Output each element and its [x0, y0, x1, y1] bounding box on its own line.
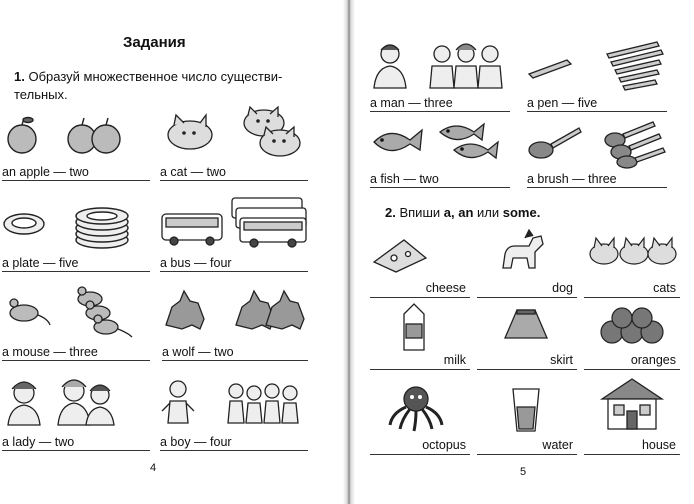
left-page	[0, 0, 343, 504]
word-label: house	[641, 438, 676, 452]
exercise-item-pen	[527, 40, 667, 112]
task-1-text-line2: тельных.	[14, 87, 68, 102]
task-2-text: Впиши	[399, 205, 441, 220]
word-label: cheese	[425, 281, 466, 295]
answer-line[interactable]	[162, 360, 308, 361]
exercise-item-apple	[2, 105, 150, 181]
page-number: 5	[520, 466, 527, 478]
word-item-cheese	[370, 228, 470, 298]
cats-icon	[588, 234, 678, 274]
word-label: octopus	[422, 438, 466, 452]
word-item-oranges	[584, 300, 680, 370]
mouse-icon	[2, 285, 142, 345]
wolf-icon	[162, 285, 308, 345]
word-label: skirt	[550, 353, 573, 367]
word-item-cats	[584, 228, 680, 298]
answer-line[interactable]	[2, 360, 150, 361]
task-2-number: 2.	[385, 205, 396, 220]
answer-line[interactable]	[370, 297, 470, 298]
item-label: a man — three	[370, 96, 453, 110]
item-label: a fish — two	[370, 172, 439, 186]
answer-line[interactable]	[160, 180, 308, 181]
word-label: water	[542, 438, 573, 452]
word-label: milk	[443, 353, 466, 367]
cheese-icon	[370, 232, 430, 277]
item-label: a wolf — two	[162, 345, 234, 359]
item-label: a lady — two	[2, 435, 75, 449]
fish-icon	[370, 120, 510, 170]
item-label: a pen — five	[527, 96, 598, 110]
page-heading: Задания	[123, 34, 186, 51]
item-label: an apple — two	[2, 165, 89, 179]
answer-line[interactable]	[370, 369, 470, 370]
word-item-octopus	[370, 385, 470, 455]
pen-icon	[527, 40, 667, 95]
task-2-word-a: a,	[443, 205, 455, 220]
answer-line[interactable]	[2, 450, 150, 451]
word-item-house	[584, 385, 680, 455]
answer-line[interactable]	[584, 297, 680, 298]
apple-icon	[2, 113, 122, 163]
answer-line[interactable]	[370, 187, 510, 188]
brush-icon	[527, 120, 667, 170]
answer-line[interactable]	[584, 369, 680, 370]
plate-icon	[2, 196, 132, 256]
task-2-word-an: an	[458, 205, 474, 220]
right-page	[355, 0, 694, 504]
answer-line[interactable]	[2, 180, 150, 181]
exercise-item-lady	[2, 375, 150, 451]
house-icon	[598, 375, 668, 436]
task-2-word-or: или	[477, 205, 500, 220]
answer-line[interactable]	[527, 187, 667, 188]
exercise-item-fish	[370, 118, 510, 188]
exercise-item-man	[370, 40, 510, 112]
book-gutter	[343, 0, 355, 504]
oranges-icon	[598, 306, 668, 351]
cat-icon	[162, 105, 302, 165]
octopus-icon	[386, 385, 446, 438]
answer-line[interactable]	[527, 111, 667, 112]
word-label: oranges	[630, 353, 676, 367]
answer-line[interactable]	[584, 454, 680, 455]
milk-icon	[400, 302, 430, 357]
task-2-word-some: some.	[502, 205, 541, 220]
lady-icon	[2, 375, 122, 435]
item-label: a boy — four	[160, 435, 232, 449]
task-1-number: 1.	[14, 69, 25, 84]
bus-icon	[160, 196, 308, 256]
word-item-water	[477, 385, 577, 455]
man-icon	[372, 40, 508, 95]
item-label: a mouse — three	[2, 345, 98, 359]
word-label: dog	[552, 281, 573, 295]
answer-line[interactable]	[370, 454, 470, 455]
exercise-item-wolf	[162, 285, 308, 361]
task-1-instructions	[14, 68, 334, 104]
answer-line[interactable]	[160, 450, 308, 451]
water-icon	[511, 387, 541, 438]
exercise-item-boy	[160, 375, 308, 451]
task-2-instructions	[385, 204, 540, 222]
answer-line[interactable]	[477, 454, 577, 455]
item-label: a plate — five	[2, 256, 79, 270]
answer-line[interactable]	[477, 369, 577, 370]
answer-line[interactable]	[477, 297, 577, 298]
exercise-item-bus	[160, 196, 308, 272]
item-label: a cat — two	[160, 165, 226, 179]
exercise-item-cat	[160, 105, 308, 181]
task-1-text-line1: Образуй множественное число существи-	[28, 69, 283, 84]
answer-line[interactable]	[2, 271, 150, 272]
item-label: a bus — four	[160, 256, 232, 270]
exercise-item-mouse	[2, 285, 150, 361]
exercise-item-plate	[2, 196, 150, 272]
word-label: cats	[653, 281, 676, 295]
item-label: a brush — three	[527, 172, 617, 186]
page-number: 4	[150, 462, 157, 474]
word-item-skirt	[477, 300, 577, 370]
word-item-dog	[477, 228, 577, 298]
boy-icon	[160, 375, 308, 435]
word-item-milk	[370, 300, 470, 370]
exercise-item-brush	[527, 118, 667, 188]
skirt-icon	[501, 306, 551, 351]
answer-line[interactable]	[370, 111, 510, 112]
answer-line[interactable]	[160, 271, 308, 272]
dog-icon	[495, 228, 545, 278]
